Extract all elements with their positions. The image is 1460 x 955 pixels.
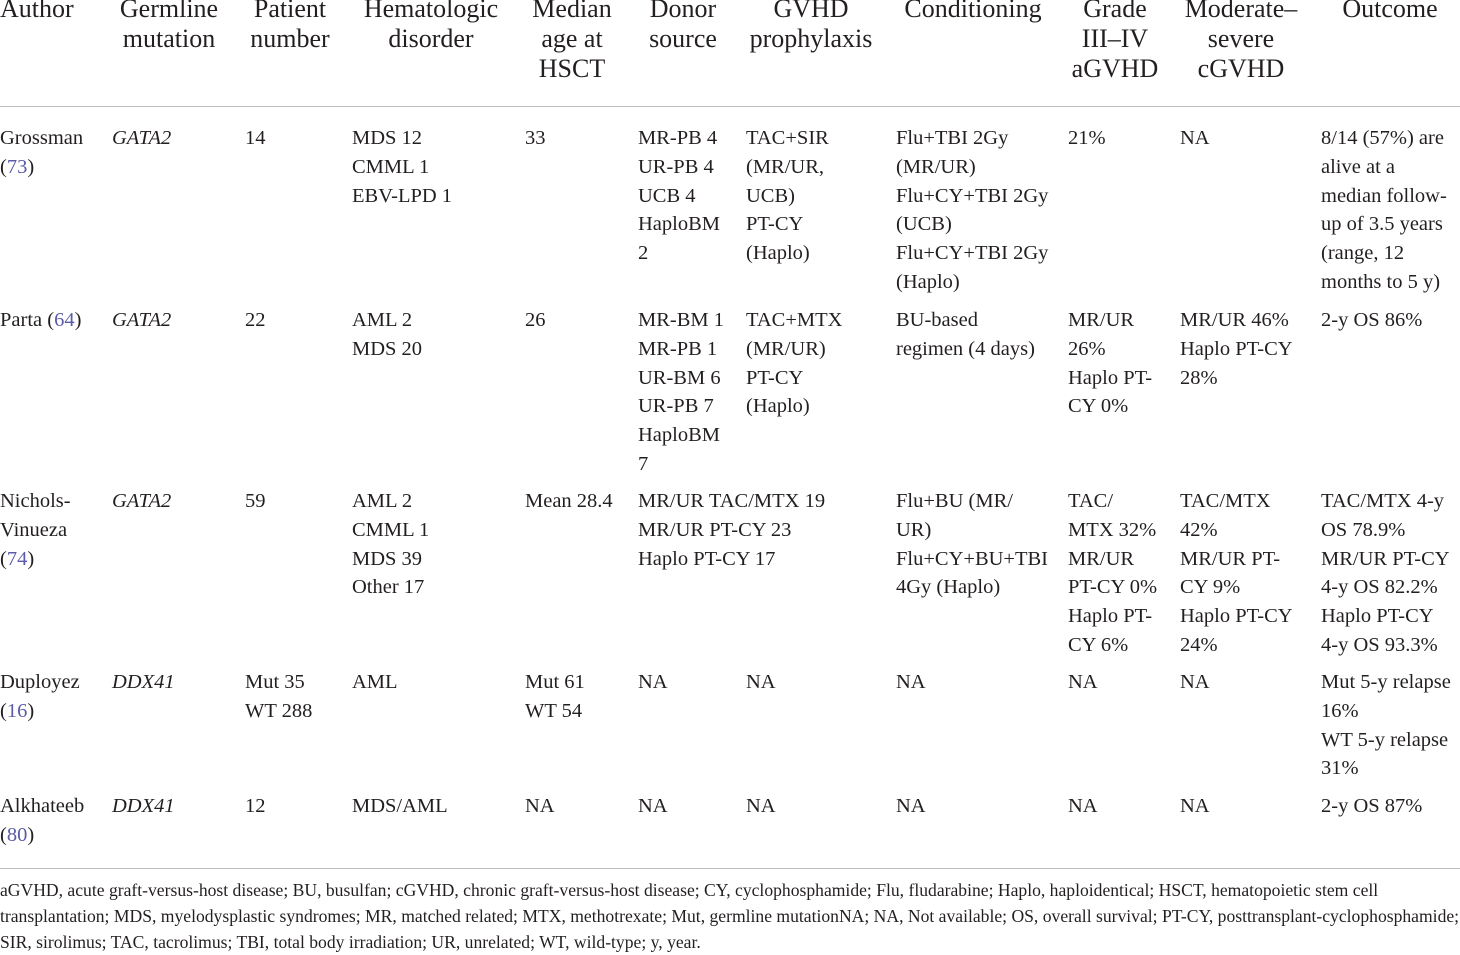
footer-divider [0, 868, 1460, 869]
row5-conditioning: NA [896, 795, 926, 817]
row2-median-age: 26 [525, 309, 546, 331]
column-header-aGVHD: Grade III–IV aGVHD [1071, 0, 1159, 83]
row1-gvhd-prophylaxis: TAC+SIR (MR/UR, UCB) PT-CY (Haplo) [746, 127, 829, 265]
row4-cgvhd: NA [1180, 671, 1210, 693]
row5-germline-mutation: DDX41 [112, 795, 175, 817]
row2-germline-mutation: GATA2 [112, 309, 172, 331]
column-header-conditioning: Conditioning [904, 0, 1042, 23]
row1-donor-source: MR-PB 4 UR-PB 4 UCB 4 HaploBM 2 [638, 127, 720, 265]
header-divider [0, 106, 1460, 107]
reference-link-16[interactable]: 16 [6, 699, 28, 722]
column-header-hematologic-disorder: Hematologic disorder [363, 0, 499, 53]
row3-donor-and-prophylaxis: MR/UR TAC/MTX 19 MR/UR PT-CY 23 Haplo PT-CY 17 [638, 490, 826, 570]
row2-agvhd: MR/UR 26% Haplo PT- CY 0% [1068, 309, 1153, 418]
row5-cgvhd: NA [1180, 795, 1210, 817]
row5-donor-source: NA [638, 795, 668, 817]
row5-outcome: 2-y OS 87% [1321, 795, 1423, 817]
row1-conditioning: Flu+TBI 2Gy (MR/UR) Flu+CY+TBI 2Gy (UCB) Flu+CY+TBI 2Gy (Haplo) [896, 127, 1049, 293]
row3-conditioning: Flu+BU (MR/ UR) Flu+CY+BU+TBI 4Gy (Haplo) [896, 490, 1049, 599]
row1-patient-number: 14 [245, 127, 266, 149]
row3-author: Nichols- Vinueza (74) [0, 490, 71, 570]
row2-hematologic-disorder: AML 2 MDS 20 [352, 309, 423, 360]
row4-author: Duployez (16) [0, 671, 80, 722]
column-header-outcome: Outcome [1342, 0, 1438, 23]
row2-patient-number: 22 [245, 309, 266, 331]
table-footnote: aGVHD, acute graft-versus-host disease; BU, busulfan; cGVHD, chronic graft-versus-host disease; CY, cyclophosphamide; Flu, fludarabine; Haplo, haploidentical; HSCT, hematopoietic stem cell transplantation; MDS, myelodysplastic syndromes; MR, matched related; MTX, methotrexate; Mut, germline mutationNA; NA, Not available; OS, overall survival; PT-CY, posttransplant-cyclophosphamide; SIR, sirolimus; TAC, tacrolimus; TBI, total body irradiation; UR, unrelated; WT, wild-type; y, year. [0, 880, 1460, 952]
row4-gvhd-prophylaxis: NA [746, 671, 776, 693]
column-header-donor-source: Donor source [649, 0, 717, 53]
row5-patient-number: 12 [245, 795, 266, 817]
author-name-line2: Vinueza [0, 518, 68, 541]
column-header-cGVHD: Moderate– severe cGVHD [1184, 0, 1298, 83]
reference-link-73[interactable]: 73 [6, 155, 28, 178]
row1-cgvhd: NA [1180, 127, 1210, 149]
row1-hematologic-disorder: MDS 12 CMML 1 EBV-LPD 1 [352, 127, 453, 207]
column-header-patient-number: Patient number [250, 0, 330, 53]
row5-median-age: NA [525, 795, 555, 817]
row4-agvhd: NA [1068, 671, 1098, 693]
reference-link-64[interactable]: 64 [54, 309, 75, 331]
author-name: Alkhateeb [0, 795, 85, 817]
row4-outcome: Mut 5-y relapse 16% WT 5-y relapse 31% [1321, 671, 1451, 780]
row3-median-age: Mean 28.4 [525, 490, 613, 512]
row3-cgvhd: TAC/MTX 42% MR/UR PT- CY 9% Haplo PT-CY 24% [1180, 490, 1293, 656]
row4-patient-number: Mut 35 WT 288 [245, 671, 313, 722]
author-name: Duployez [0, 671, 80, 693]
row2-outcome: 2-y OS 86% [1321, 309, 1423, 331]
row3-germline-mutation: GATA2 [112, 490, 172, 512]
reference-link-74[interactable]: 74 [6, 547, 28, 570]
row2-donor-source: MR-BM 1 MR-PB 1 UR-BM 6 UR-PB 7 HaploBM 7 [638, 309, 725, 475]
row1-median-age: 33 [525, 127, 546, 149]
row1-agvhd: 21% [1068, 127, 1106, 149]
row5-hematologic-disorder: MDS/AML [352, 795, 448, 817]
row2-cgvhd: MR/UR 46% Haplo PT-CY 28% [1180, 309, 1293, 389]
reference-link-80[interactable]: 80 [6, 823, 28, 846]
row4-median-age: Mut 61 WT 54 [525, 671, 585, 722]
row5-author: Alkhateeb (80) [0, 795, 85, 846]
row5-gvhd-prophylaxis: NA [746, 795, 776, 817]
row3-patient-number: 59 [245, 490, 266, 512]
column-header-median-age: Median age at HSCT [532, 0, 612, 83]
column-header-author: Author [0, 0, 74, 23]
column-header-gvhd-prophylaxis: GVHD prophylaxis [749, 0, 873, 53]
author-name: Parta [0, 309, 43, 331]
row4-conditioning: NA [896, 671, 926, 693]
author-name: Grossman [0, 127, 84, 149]
row3-outcome: TAC/MTX 4-y OS 78.9% MR/UR PT-CY 4-y OS 82.2% Haplo PT-CY 4-y OS 93.3% [1321, 490, 1450, 656]
table-header-row [0, 0, 1460, 106]
author-name-line1: Nichols- [0, 490, 71, 512]
row1-germline-mutation: GATA2 [112, 127, 172, 149]
row5-agvhd: NA [1068, 795, 1098, 817]
row4-donor-source: NA [638, 671, 668, 693]
row4-germline-mutation: DDX41 [112, 671, 175, 693]
row2-author: Parta (64) [0, 309, 82, 331]
row1-outcome: 8/14 (57%) are alive at a median follow- up of 3.5 years (range, 12 months to 5 y) [1321, 127, 1447, 293]
row2-conditioning: BU-based regimen (4 days) [896, 309, 1035, 360]
row3-agvhd: TAC/ MTX 32% MR/UR PT-CY 0% Haplo PT- CY 6% [1068, 490, 1158, 656]
row4-hematologic-disorder: AML [352, 671, 398, 693]
column-header-germline-mutation: Germline mutation [119, 0, 219, 53]
row2-gvhd-prophylaxis: TAC+MTX (MR/UR) PT-CY (Haplo) [746, 309, 843, 418]
row1-author: Grossman (73) [0, 127, 84, 178]
row3-hematologic-disorder: AML 2 CMML 1 MDS 39 Other 17 [352, 490, 430, 599]
